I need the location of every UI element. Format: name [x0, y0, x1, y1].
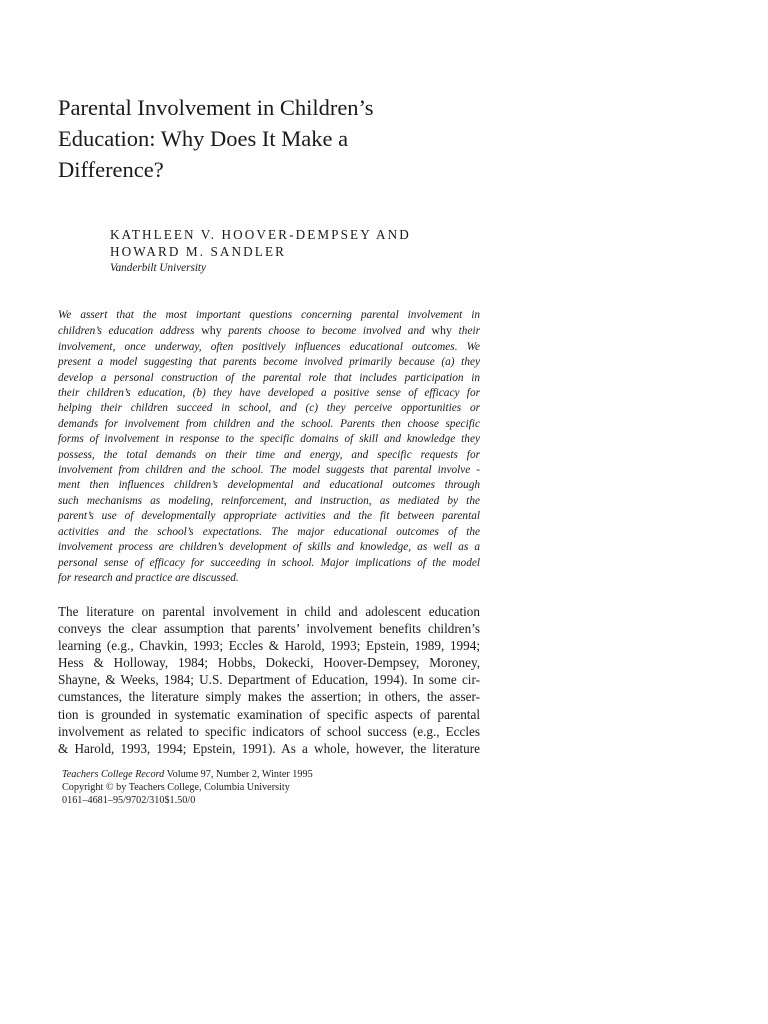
abstract-line: personal sense of efficacy for succeeding in school. Major implications of the model	[58, 556, 480, 569]
title-line: Parental Involvement in Children’s	[58, 95, 374, 120]
author-line: KATHLEEN V. HOOVER-DEMPSEY AND	[110, 227, 411, 242]
abstract-line: ment then influences children’s developmental and educational outcomes through	[58, 479, 480, 492]
body-line: Shayne, & Weeks, 1984; U.S. Department of Education, 1994). In some cir-	[58, 672, 480, 688]
body-paragraph	[58, 603, 480, 757]
title-line: Difference?	[58, 157, 164, 182]
body-line: conveys the clear assumption that parents’ involvement benefits children’s	[58, 621, 480, 637]
abstract-line: involvement from children and the school. The model suggests that parental involve -	[58, 464, 480, 477]
emphasis-why: why	[431, 323, 453, 338]
abstract-line: parent’s use of developmentally appropriate activities and the fit between parental	[58, 510, 480, 523]
author-line: HOWARD M. SANDLER	[110, 244, 287, 259]
author-affiliation: Vanderbilt University	[110, 262, 207, 274]
body-line: & Harold, 1993, 1994; Epstein, 1991). As a whole, however, the literature	[58, 740, 480, 756]
abstract-line: present a model suggesting that parents become involved primarily because (a) they	[58, 356, 480, 369]
abstract-text: children’s education address	[58, 325, 202, 338]
abstract-line: possess, the total demands on their time and energy, and specific requests for	[58, 448, 480, 461]
article-title	[58, 92, 438, 185]
abstract-text: their	[452, 325, 480, 338]
author-names	[110, 226, 470, 260]
abstract-line: develop a personal construction of the parental role that includes participation in	[58, 371, 480, 384]
emphasis-why: why	[201, 323, 222, 338]
abstract-line: We assert that the most important questions concerning parental involvement in	[58, 309, 480, 321]
abstract-line	[58, 323, 480, 339]
copyright-notice: Copyright © by Teachers College, Columbia University	[62, 782, 290, 794]
article-code: 0161–4681–95/9702/310$1.50/0	[62, 795, 196, 807]
abstract-line: their children’s education, (b) they have developed a positive sense of efficacy for	[58, 387, 480, 400]
body-line: involvement as related to specific indicators of school success (e.g., Eccles	[58, 723, 480, 739]
abstract-line: such mechanisms as modeling, reinforcement, and instruction, as mediated by the	[58, 494, 480, 507]
journal-issue: Volume 97, Number 2, Winter 1995	[164, 769, 313, 780]
abstract	[58, 308, 480, 586]
abstract-line: forms of involvement in response to the specific domains of skill and knowledge they	[58, 433, 480, 446]
body-line: cumstances, the literature simply makes the assertion; in others, the asser-	[58, 689, 480, 705]
body-line: tion is grounded in systematic examination of specific aspects of parental	[58, 706, 480, 722]
title-line: Education: Why Does It Make a	[58, 126, 349, 151]
body-line: The literature on parental involvement in child and adolescent education	[58, 604, 480, 619]
abstract-line: activities and the school’s expectations. The major educational outcomes of the	[58, 525, 480, 538]
abstract-line: involvement process are children’s development of skills and knowledge, as well as a	[58, 541, 480, 554]
body-line: learning (e.g., Chavkin, 1993; Eccles & Harold, 1993; Epstein, 1989, 1994;	[58, 638, 480, 654]
journal-citation	[62, 768, 482, 781]
journal-name: Teachers College Record	[62, 769, 165, 780]
abstract-line: demands for involvement from children and the school. Parents then choose specific	[58, 417, 480, 430]
body-line: Hess & Holloway, 1984; Hobbs, Dokecki, Hoover-Dempsey, Moroney,	[58, 655, 480, 671]
abstract-line: helping their children succeed in school, and (c) they perceive opportunities or	[58, 402, 480, 415]
abstract-line: for research and practice are discussed.	[58, 571, 239, 584]
abstract-text: parents choose to become involved and	[221, 325, 432, 338]
publication-footer	[62, 768, 482, 808]
abstract-line: involvement, once underway, often positively influences educational outcomes. We	[58, 340, 480, 353]
